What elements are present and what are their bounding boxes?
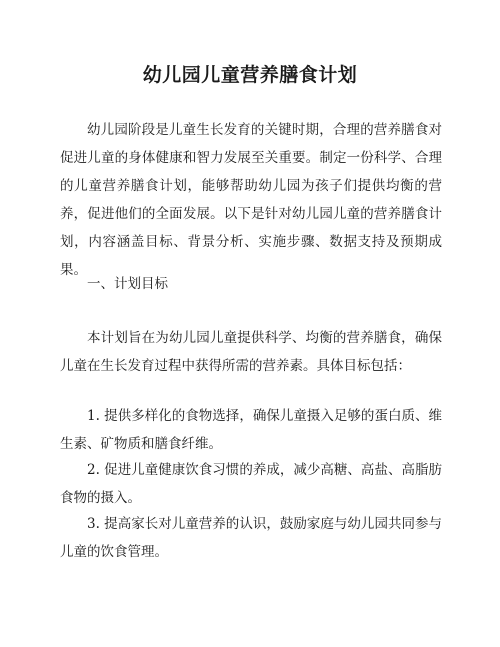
goal-item-3: 3. 提高家长对儿童营养的认识，鼓励家庭与幼儿园共同参与儿童的饮食管理。: [60, 516, 442, 560]
document-title: 幼儿园儿童营养膳食计划: [142, 64, 358, 86]
goals-intro-paragraph: 本计划旨在为幼儿园儿童提供科学、均衡的营养膳食，确保儿童在生长发育过程中获得所需的营养素。具体目标包括：: [60, 330, 442, 374]
intro-paragraph: 幼儿园阶段是儿童生长发育的关键时期，合理的营养膳食对促进儿童的身体健康和智力发展至关重要。制定一份科学、合理的儿童营养膳食计划，能够帮助幼儿园为孩子们提供均衡的营养，促进他们的全面发展。以下是针对幼儿园儿童的营养膳食计划，内容涵盖目标、背景分析、实施步骤、数据支持及预期成果。: [60, 122, 442, 278]
section-heading-goals: 一、计划目标: [87, 276, 168, 292]
goal-item-2: 2. 促进儿童健康饮食习惯的养成，减少高糖、高盐、高脂肪食物的摄入。: [60, 462, 442, 506]
goal-item-1: 1. 提供多样化的食物选择，确保儿童摄入足够的蛋白质、维生素、矿物质和膳食纤维。: [60, 408, 442, 452]
